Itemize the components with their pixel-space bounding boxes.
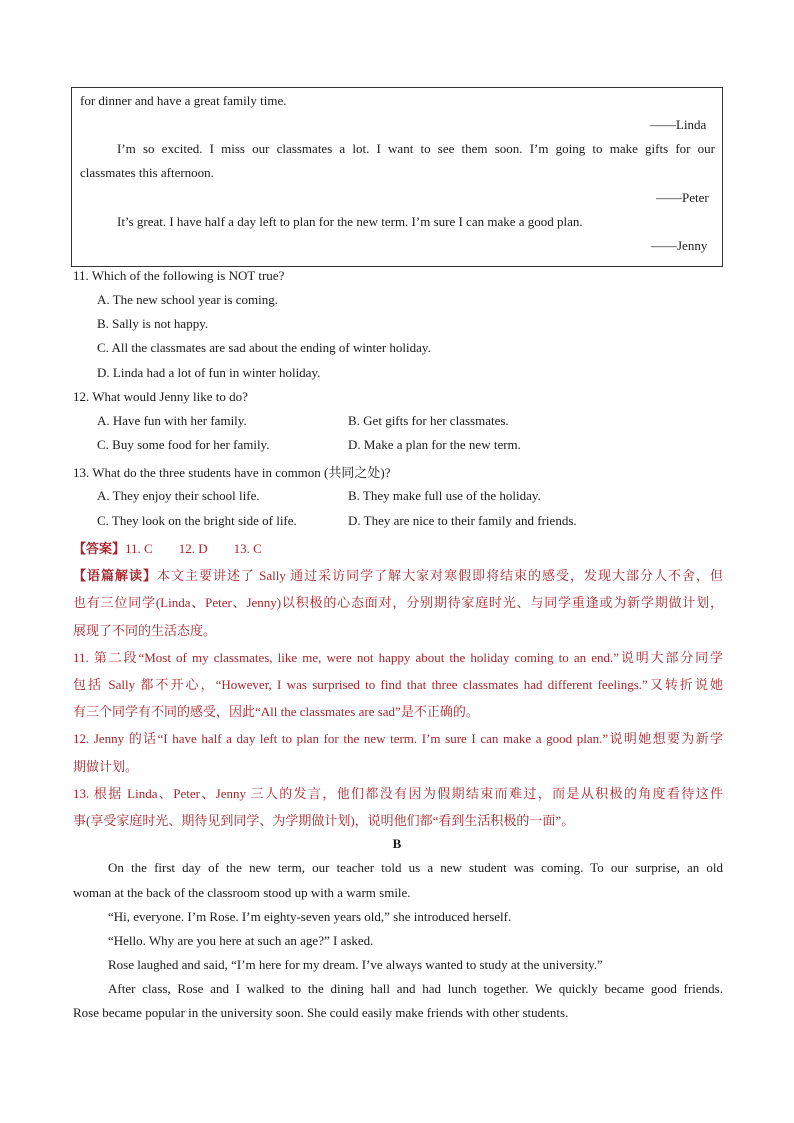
- option: B. They make full use of the holiday.: [348, 488, 541, 503]
- explanation-line: 期做计划。: [73, 759, 139, 774]
- section-heading: B: [392, 836, 402, 851]
- option: B. Sally is not happy.: [97, 316, 209, 331]
- story-line: After class, Rose and I walked to the dining hall and had lunch together. We quickly became good friends.: [108, 981, 723, 996]
- answer-line: [73, 538, 262, 557]
- option: A. They enjoy their school life.: [97, 488, 260, 503]
- option: B. Get gifts for her classmates.: [348, 413, 509, 428]
- passage-line: It’s great. I have half a day left to plan for the new term. I’m sure I can make a good plan.: [117, 214, 583, 229]
- analysis-line: 也有三位同学(Linda、Peter、Jenny)以积极的心态面对，分别期待家庭时光、与同学重逢或为新学期做计划，: [73, 595, 723, 610]
- option: C. All the classmates are sad about the ending of winter holiday.: [97, 340, 431, 355]
- explanation-line: 包括 Sally 都不开心，“However, I was surprised to find that three classmates had different feelings.”又转折说她: [73, 677, 723, 692]
- story-line: “Hello. Why are you here at such an age?” I asked.: [108, 933, 374, 948]
- story-line: Rose laughed and said, “I’m here for my dream. I’ve always wanted to study at the university.”: [108, 957, 603, 972]
- explanation-line: 12. Jenny 的话“I have half a day left to plan for the new term. I’m sure I can make a good plan.”说明她想要为新学: [73, 731, 723, 746]
- explanation-line: 事(享受家庭时光、期待见到同学、为学期做计划)，说明他们都“看到生活积极的一面”。: [73, 813, 575, 828]
- answer-label: 【答案】: [73, 541, 126, 556]
- passage-line: classmates this afternoon.: [80, 165, 214, 180]
- signature-linda: ——Linda: [650, 117, 707, 132]
- answer-item: 12. D: [178, 541, 208, 556]
- passage-line: for dinner and have a great family time.: [80, 93, 287, 108]
- option: A. Have fun with her family.: [97, 413, 247, 428]
- story-line: “Hi, everyone. I’m Rose. I’m eighty-seven years old,” she introduced herself.: [108, 909, 512, 924]
- analysis-label: 【语篇解读】: [73, 568, 157, 583]
- signature-jenny: ——Jenny: [651, 238, 708, 253]
- question-stem: 12. What would Jenny like to do?: [73, 389, 248, 404]
- explanation-line: 13. 根据 Linda、Peter、Jenny 三人的发言，他们都没有因为假期结束而难过，而是从积极的角度看待这件: [73, 786, 723, 801]
- question-stem: 11. Which of the following is NOT true?: [73, 268, 285, 283]
- answer-item: 13. C: [233, 541, 262, 556]
- explanation-line: 有三个同学有不同的感受，因此“All the classmates are sad”是不正确的。: [73, 704, 479, 719]
- story-line: Rose became popular in the university soon. She could easily make friends with other students.: [73, 1005, 569, 1020]
- explanation-line: 11. 第二段“Most of my classmates, like me, were not happy about the holiday coming to an end.”说明大部分同学: [73, 650, 723, 665]
- question-stem: 13. What do the three students have in common (共同之处)?: [73, 465, 391, 480]
- analysis-line: 展现了不同的生活态度。: [73, 623, 217, 638]
- signature-peter: ——Peter: [656, 190, 709, 205]
- story-line: On the first day of the new term, our teacher told us a new student was coming. To our surprise, an old: [108, 860, 723, 875]
- passage-line: I’m so excited. I miss our classmates a lot. I want to see them soon. I’m going to make gifts for our: [117, 141, 715, 156]
- option: C. Buy some food for her family.: [97, 437, 270, 452]
- option: C. They look on the bright side of life.: [97, 513, 297, 528]
- option: D. Make a plan for the new term.: [348, 437, 521, 452]
- option: D. Linda had a lot of fun in winter holiday.: [97, 365, 321, 380]
- option: D. They are nice to their family and friends.: [348, 513, 577, 528]
- analysis-line: 【语篇解读】本文主要讲述了 Sally 通过采访同学了解大家对寒假即将结束的感受，发现大部分人不舍，但: [73, 568, 723, 583]
- answer-item: 11. C: [125, 541, 153, 556]
- story-line: woman at the back of the classroom stood up with a warm smile.: [73, 885, 411, 900]
- option: A. The new school year is coming.: [97, 292, 278, 307]
